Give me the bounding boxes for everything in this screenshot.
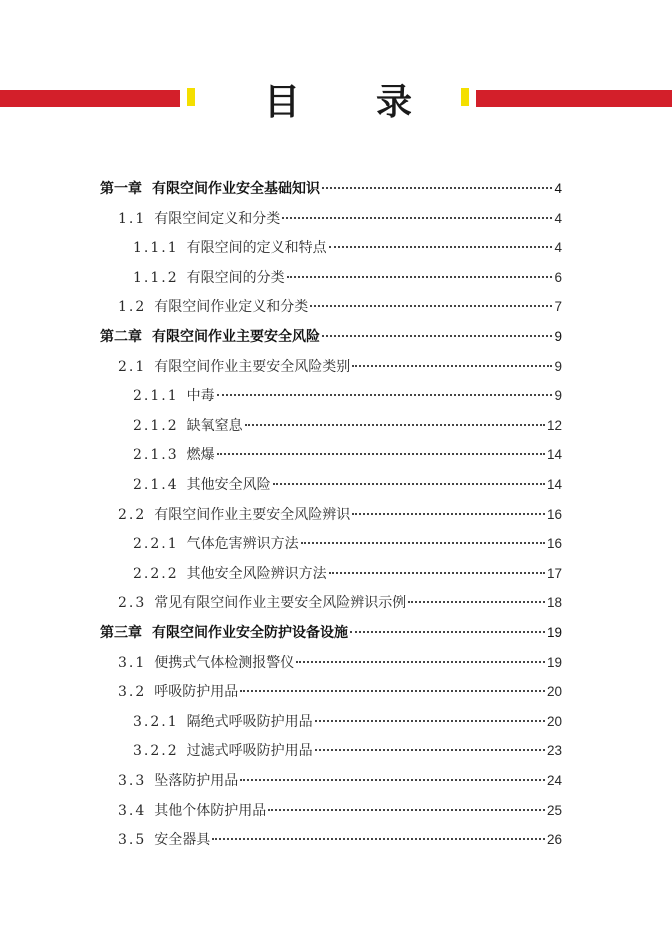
toc-entry-number: 2.1.3	[133, 447, 179, 464]
toc-entry[interactable]	[118, 295, 562, 319]
toc-entry-page: 9	[554, 329, 562, 344]
toc-entry[interactable]	[133, 532, 562, 556]
toc-entry-page: 19	[546, 654, 562, 670]
toc-entry[interactable]	[118, 651, 562, 675]
page-header	[0, 0, 672, 130]
toc-entry-label: 气体危害辨识方法	[186, 536, 299, 553]
toc-entry-label: 有限空间作业主要安全风险	[152, 329, 320, 345]
toc-entry-number: 3.4	[118, 802, 147, 819]
toc-entry-label: 其他个体防护用品	[154, 802, 267, 819]
toc-dot-leader	[352, 365, 552, 367]
toc-entry[interactable]	[118, 355, 562, 379]
toc-entry-page: 23	[546, 743, 562, 759]
right-yellow-tab	[461, 88, 469, 106]
toc-entry-page: 4	[554, 240, 562, 256]
toc-entry-number: 第二章	[100, 329, 142, 345]
toc-entry-number: 2.1.1	[133, 388, 179, 405]
toc-entry-page: 20	[546, 713, 562, 729]
toc-chapter-entry[interactable]	[100, 325, 562, 349]
toc-dot-leader	[240, 690, 545, 692]
toc-entry-label: 缺氧窒息	[186, 417, 243, 434]
toc-dot-leader	[322, 335, 552, 337]
toc-entry-number: 1.1.2	[133, 269, 179, 286]
toc-entry-label: 燃爆	[186, 447, 215, 464]
toc-entry-number: 2.2.1	[133, 536, 179, 553]
toc-dot-leader	[315, 720, 545, 722]
toc-entry[interactable]	[133, 384, 562, 408]
toc-dot-leader	[268, 809, 545, 811]
toc-entry[interactable]	[133, 266, 562, 290]
toc-entry[interactable]	[118, 828, 562, 852]
toc-entry-number: 第一章	[100, 181, 142, 197]
toc-entry-label: 便携式气体检测报警仪	[154, 654, 295, 671]
toc-entry-page: 20	[546, 684, 562, 700]
toc-entry-page: 18	[546, 595, 562, 611]
toc-entry-number: 3.1	[118, 654, 147, 671]
toc-entry-number: 1.1	[118, 210, 147, 227]
toc-entry-label: 有限空间的分类	[186, 269, 285, 286]
toc-entry-number: 2.1.4	[133, 477, 179, 493]
left-red-bar	[0, 90, 180, 107]
toc-dot-leader	[322, 187, 552, 189]
toc-entry-label: 有限空间作业安全基础知识	[152, 181, 320, 197]
toc-entry-label: 有限空间定义和分类	[154, 210, 281, 227]
toc-entry-page: 7	[554, 299, 562, 315]
toc-dot-leader	[408, 601, 545, 603]
toc-entry[interactable]	[118, 591, 562, 615]
toc-entry-number: 1.2	[118, 299, 147, 316]
toc-entry[interactable]	[118, 503, 562, 527]
toc-entry-number: 2.1	[118, 358, 147, 375]
toc-entry-number: 2.3	[118, 595, 147, 612]
toc-entry-number: 3.3	[118, 773, 147, 789]
toc-entry-number: 1.1.1	[133, 240, 179, 257]
toc-entry[interactable]	[133, 443, 562, 467]
toc-entry-label: 其他安全风险	[186, 477, 271, 493]
toc-entry-number: 3.5	[118, 832, 147, 849]
toc-entry-number: 第三章	[100, 625, 142, 641]
toc-dot-leader	[273, 483, 545, 485]
toc-entry[interactable]	[118, 680, 562, 704]
toc-entry[interactable]	[133, 739, 562, 763]
toc-dot-leader	[350, 631, 545, 633]
toc-dot-leader	[301, 542, 545, 544]
toc-entry-page: 14	[546, 447, 562, 463]
toc-entry-label: 有限空间作业主要安全风险辨识	[154, 506, 351, 523]
toc-entry-number: 2.2	[118, 506, 147, 523]
toc-entry-label: 常见有限空间作业主要安全风险辨识示例	[154, 595, 407, 612]
toc-dot-leader	[296, 661, 545, 663]
toc-entry-number: 2.2.2	[133, 565, 179, 582]
toc-entry-label: 有限空间的定义和特点	[186, 240, 327, 257]
toc-chapter-entry[interactable]	[100, 621, 562, 645]
toc-entry-page: 24	[546, 773, 562, 788]
toc-dot-leader	[329, 572, 545, 574]
toc-dot-leader	[240, 779, 545, 781]
toc-entry-page: 16	[546, 506, 562, 522]
toc-entry-number: 3.2.1	[133, 713, 179, 730]
toc-entry-label: 有限空间作业安全防护设备设施	[152, 625, 348, 641]
toc-entry-label: 呼吸防护用品	[154, 684, 239, 701]
left-yellow-tab	[187, 88, 195, 106]
toc-chapter-entry[interactable]	[100, 177, 562, 201]
toc-entry[interactable]	[133, 562, 562, 586]
toc-entry-page: 26	[546, 832, 562, 848]
toc-entry[interactable]	[118, 207, 562, 231]
title-char-1: 目	[264, 80, 301, 123]
toc-entry-label: 有限空间作业主要安全风险类别	[154, 358, 351, 375]
toc-entry-label: 坠落防护用品	[154, 773, 239, 789]
toc-entry[interactable]	[118, 799, 562, 823]
toc-entry-page: 19	[546, 625, 562, 640]
page-title	[264, 74, 412, 124]
toc-entry-page: 12	[546, 417, 562, 433]
right-red-bar	[476, 90, 672, 107]
toc-entry[interactable]	[133, 710, 562, 734]
toc-entry-page: 6	[554, 269, 562, 285]
toc-dot-leader	[217, 394, 553, 396]
toc-dot-leader	[287, 276, 553, 278]
toc-dot-leader	[245, 424, 545, 426]
toc-dot-leader	[212, 838, 545, 840]
toc-entry-page: 14	[546, 477, 562, 492]
toc-entry-page: 17	[546, 565, 562, 581]
toc-entry[interactable]	[133, 414, 562, 438]
toc-entry[interactable]	[133, 473, 562, 497]
toc-entry-number: 2.1.2	[133, 417, 179, 434]
toc-entry-label: 过滤式呼吸防护用品	[186, 743, 313, 760]
toc-dot-leader	[282, 217, 552, 219]
toc-entry-label: 有限空间作业定义和分类	[154, 299, 309, 316]
toc-dot-leader	[352, 513, 545, 515]
toc-entry[interactable]	[118, 769, 562, 793]
toc-dot-leader	[329, 246, 553, 248]
toc-entry-label: 其他安全风险辨识方法	[186, 565, 327, 582]
toc-dot-leader	[310, 305, 552, 307]
toc-entry-label: 中毒	[186, 388, 215, 405]
title-char-2: 录	[375, 80, 412, 123]
toc-entry-page: 9	[554, 358, 562, 374]
toc-entry-label: 隔绝式呼吸防护用品	[186, 713, 313, 730]
toc-entry-page: 4	[554, 210, 562, 226]
toc-dot-leader	[315, 749, 545, 751]
toc-entry-page: 9	[554, 388, 562, 404]
toc-entry[interactable]	[133, 236, 562, 260]
toc-entry-page: 16	[546, 536, 562, 552]
toc-entry-label: 安全器具	[154, 832, 211, 849]
toc-entry-number: 3.2.2	[133, 743, 179, 760]
toc-dot-leader	[217, 453, 545, 455]
toc-entry-page: 25	[546, 802, 562, 818]
toc-entry-number: 3.2	[118, 684, 147, 701]
toc-entry-page: 4	[554, 181, 562, 196]
